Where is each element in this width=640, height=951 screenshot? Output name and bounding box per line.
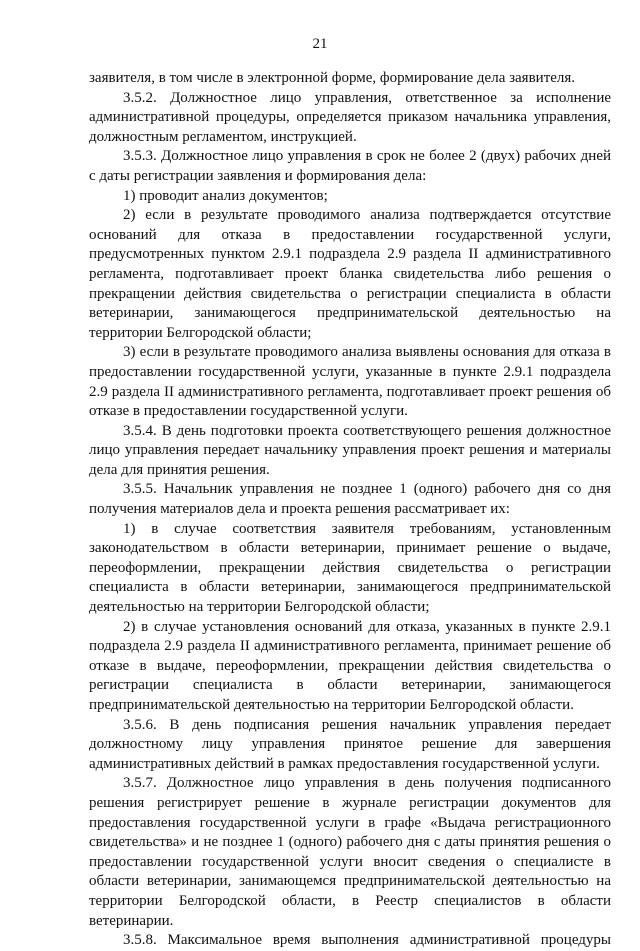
paragraph-continuation: заявителя, в том числе в электронной форме, формирование дела заявителя. bbox=[89, 70, 576, 86]
paragraph-3-5-6: 3.5.6. В день подписания решения начальник управления передает должностному лицу управления принятое решение для завершения административных действий в рамках предоставления государственной услуги. bbox=[89, 716, 611, 772]
page-number: 21 bbox=[312, 36, 328, 52]
list-item-3-5-3-2: 2) если в результате проводимого анализа подтверждается отсутствие оснований для отказа в предоставлении государственной услуги, предусмотренных пунктом 2.9.1 подраздела 2.9 раздела II административного регламента, подготавливает проект бланка свидетельства либо решения о прекращении действия свидетельства о регистрации специалиста в области ветеринарии, занимающегося предпринимательской деятельностью на территории Белгородской области; bbox=[89, 207, 611, 341]
list-item-3-5-5-1: 1) в случае соответствия заявителя требованиям, установленным законодательством в области ветеринарии, принимает решение о выдаче, переоформлении, прекращении действия свидетельства о регистрации специалиста в области ветеринарии, занимающегося предпринимательской деятельностью на территории Белгородской области; bbox=[89, 520, 611, 616]
paragraph-3-5-5: 3.5.5. Начальник управления не позднее 1 (одного) рабочего дня со дня получения материалов дела и проекта решения рассматривает их: bbox=[89, 481, 611, 518]
list-item-3-5-3-1: 1) проводит анализ документов; bbox=[123, 187, 328, 204]
paragraph-3-5-2: 3.5.2. Должностное лицо управления, ответственное за исполнение административной процедуры, определяется приказом начальника управления, должностным регламентом, инструкцией. bbox=[89, 89, 611, 145]
paragraph-3-5-4: 3.5.4. В день подготовки проекта соответствующего решения должностное лицо управления передает начальнику управления проект решения и материалы дела для принятия решения. bbox=[89, 422, 611, 478]
paragraph-3-5-8: 3.5.8. Максимальное время выполнения административной процедуры bbox=[123, 932, 611, 949]
document-body bbox=[89, 69, 611, 951]
paragraph-3-5-7: 3.5.7. Должностное лицо управления в день получения подписанного решения регистрирует решение в журнале регистрации документов для предоставления государственной услуги в графе «Выдача регистрационного свидетельства» и не позднее 1 (одного) рабочего дня с даты принятия решения о предоставлении государственной услуги вносит сведения о специалисте в области ветеринарии, занимающемся предпринимательской деятельностью на территории Белгородской области, в Реестр специалистов в области ветеринарии. bbox=[89, 775, 611, 929]
list-item-3-5-3-3: 3) если в результате проводимого анализа выявлены основания для отказа в предоставлении государственной услуги, указанные в пункте 2.9.1 подраздела 2.9 раздела II административного регламента, подготавливает проект решения об отказе в предоставлении государственной услуги. bbox=[89, 344, 611, 420]
paragraph-3-5-3: 3.5.3. Должностное лицо управления в срок не более 2 (двух) рабочих дней с даты регистрации заявления и формирования дела: bbox=[89, 148, 611, 184]
list-item-3-5-5-2: 2) в случае установления оснований для отказа, указанных в пункте 2.9.1 подраздела 2.9 раздела II административного регламента, принимает решение об отказе в выдаче, переоформлении, прекращении действия свидетельства о регистрации специалиста в области ветеринарии, занимающегося предпринимательской деятельностью на территории Белгородской области. bbox=[89, 618, 611, 713]
